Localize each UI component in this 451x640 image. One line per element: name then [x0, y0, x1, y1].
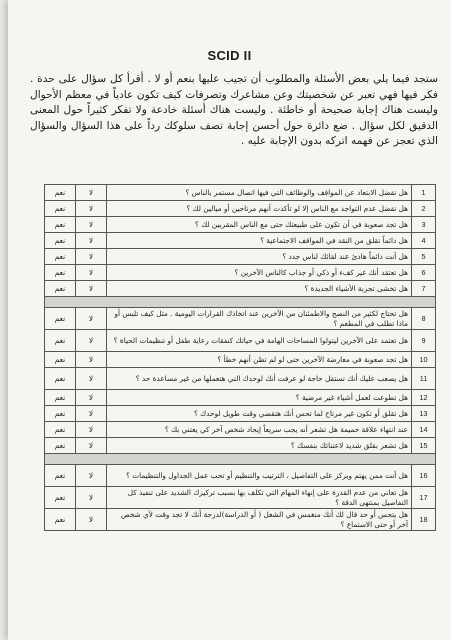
questions-table — [44, 184, 436, 531]
answer-no[interactable]: لا — [76, 265, 107, 281]
answer-yes[interactable]: نعم — [45, 406, 76, 422]
question-text: هل تعتمد على الآخرين ليتولوا المساحات الهامة في حياتك كنفقات رعاية طفل أو تنظيمات الحياة ؟ — [107, 330, 412, 352]
question-text: هل تعاني من عدم القدرة على إنهاء المهام التي تكلف بها بسبب تركيزك الشديد على تنفيذ كل التفاصيل بمنتهى الدقة ؟ — [107, 487, 412, 509]
separator-cell — [45, 297, 436, 308]
instructions-paragraph — [30, 72, 438, 150]
question-number: 11 — [412, 368, 436, 390]
question-text: هل تحتاج لكثير من النصح والاطمئنان من الآخرين عند اتخاذك القرارات اليومية . مثل كيف تلبس أو ماذا تطلب في المطعم ؟ — [107, 308, 412, 330]
question-row — [45, 422, 436, 438]
answer-yes[interactable]: نعم — [45, 465, 76, 487]
question-row — [45, 487, 436, 509]
question-number: 13 — [412, 406, 436, 422]
section-separator — [45, 454, 436, 465]
answer-yes[interactable]: نعم — [45, 330, 76, 352]
question-row — [45, 308, 436, 330]
question-row — [45, 233, 436, 249]
question-text: هل تطوعت لعمل أشياء غير مرضية ؟ — [107, 390, 412, 406]
answer-yes[interactable]: نعم — [45, 185, 76, 201]
answer-no[interactable]: لا — [76, 509, 107, 531]
answer-no[interactable]: لا — [76, 233, 107, 249]
question-number: 2 — [412, 201, 436, 217]
answer-no[interactable]: لا — [76, 201, 107, 217]
answer-no[interactable]: لا — [76, 406, 107, 422]
question-row — [45, 185, 436, 201]
answer-no[interactable]: لا — [76, 308, 107, 330]
question-text: عند انتهاء علاقة حميمة هل تشعر أنه يجب سريعاً إيجاد شخص آخر كي يعتني بك ؟ — [107, 422, 412, 438]
question-row — [45, 406, 436, 422]
question-text: هل تفضل الابتعاد عن المواقف والوظائف التي فيها اتصال مستمر بالناس ؟ — [107, 185, 412, 201]
answer-yes[interactable]: نعم — [45, 281, 76, 297]
question-text: هل تشعر بقلق شديد لاعتنائك بنفسك ؟ — [107, 438, 412, 454]
answer-no[interactable]: لا — [76, 330, 107, 352]
question-row — [45, 281, 436, 297]
question-row — [45, 368, 436, 390]
answer-no[interactable]: لا — [76, 249, 107, 265]
document-page — [8, 0, 451, 640]
question-row — [45, 465, 436, 487]
question-number: 10 — [412, 352, 436, 368]
question-number: 18 — [412, 509, 436, 531]
question-text: هل تجد صعوبة في معارضة الآخرين حتى لو لم تظن أنهم خطأ ؟ — [107, 352, 412, 368]
question-text: هل دائماً تقلق من النقد في المواقف الاجتماعية ؟ — [107, 233, 412, 249]
question-text: هل تفضل عدم التواجد مع الناس إلا لو تأكدت أنهم مرتاحين أو ميالين لك ؟ — [107, 201, 412, 217]
answer-no[interactable]: لا — [76, 487, 107, 509]
question-number: 4 — [412, 233, 436, 249]
answer-yes[interactable]: نعم — [45, 217, 76, 233]
question-row — [45, 509, 436, 531]
answer-yes[interactable]: نعم — [45, 368, 76, 390]
answer-yes[interactable]: نعم — [45, 390, 76, 406]
answer-yes[interactable]: نعم — [45, 308, 76, 330]
answer-no[interactable]: لا — [76, 217, 107, 233]
question-number: 7 — [412, 281, 436, 297]
document-title: SCID II — [207, 48, 252, 63]
question-number: 15 — [412, 438, 436, 454]
question-row — [45, 201, 436, 217]
question-row — [45, 265, 436, 281]
answer-yes[interactable]: نعم — [45, 352, 76, 368]
question-text: هل تخشى تجربة الأشياء الجديدة ؟ — [107, 281, 412, 297]
instructions-text: ستجد فيما يلي بعض الأسئلة والمطلوب أن تجيب عليها بنعم أو لا . أقرأ كل سؤال على حدة . فكر فيها فهي تعبر عن شخصيتك وعن مشاعرك وتصرفات كيف تكون عادياً في معظم الأحوال وليست هناك إجابة صحيحة أو خاطئة . وليست هناك أسئلة خادعة ولا تفكر كثيراً حول المعنى الدقيق لكل سؤال . ضع دائرة حول أحسن إجابة تصف سلوكك رداً على هذا السؤال والسؤال الذي تعجز عن فهمه اتركه بدون الإجابة عليه . — [30, 73, 438, 148]
section-separator — [45, 297, 436, 308]
question-number: 16 — [412, 465, 436, 487]
answer-no[interactable]: لا — [76, 281, 107, 297]
question-row — [45, 249, 436, 265]
question-number: 8 — [412, 308, 436, 330]
question-row — [45, 217, 436, 233]
answer-no[interactable]: لا — [76, 352, 107, 368]
question-row — [45, 438, 436, 454]
answer-no[interactable]: لا — [76, 465, 107, 487]
answer-no[interactable]: لا — [76, 185, 107, 201]
answer-no[interactable]: لا — [76, 368, 107, 390]
question-text: هل يصعب عليك أنك تستقل حاجة لو عرفت أنك لوحدك التي هتعملها من غير مساعدة حد ؟ — [107, 368, 412, 390]
answer-yes[interactable]: نعم — [45, 422, 76, 438]
question-number: 3 — [412, 217, 436, 233]
answer-yes[interactable]: نعم — [45, 509, 76, 531]
question-row — [45, 352, 436, 368]
question-text: هل أنت ممن يهتم ويركز على التفاصيل ، الترتيب والتنظيم أو تحب عمل الجداول والتنظيمات ؟ — [107, 465, 412, 487]
answer-no[interactable]: لا — [76, 438, 107, 454]
question-text: هل يتحس أو حد قال لك أنك منغمس في الشغل ( أو الدراسة)لدرجة أنك لا تجد وقت لأي شخص آخر أو حتى الاستماع ؟ — [107, 509, 412, 531]
question-text: هل تجد صعوبة في أن تكون على طبيعتك حتى مع الناس المقربين لك ؟ — [107, 217, 412, 233]
question-text: هل تقلق أو تكون غير مرتاح لما تحس أنك هتقضي وقت طويل لوحدك ؟ — [107, 406, 412, 422]
answer-yes[interactable]: نعم — [45, 438, 76, 454]
answer-yes[interactable]: نعم — [45, 233, 76, 249]
question-number: 1 — [412, 185, 436, 201]
answer-yes[interactable]: نعم — [45, 249, 76, 265]
answer-yes[interactable]: نعم — [45, 265, 76, 281]
answer-no[interactable]: لا — [76, 422, 107, 438]
question-number: 9 — [412, 330, 436, 352]
question-row — [45, 390, 436, 406]
answer-no[interactable]: لا — [76, 390, 107, 406]
question-number: 12 — [412, 390, 436, 406]
answer-yes[interactable]: نعم — [45, 201, 76, 217]
question-number: 17 — [412, 487, 436, 509]
question-text: هل أنت دائماً هادئ عند لقائك لناس جدد ؟ — [107, 249, 412, 265]
question-number: 5 — [412, 249, 436, 265]
question-row — [45, 330, 436, 352]
separator-cell — [45, 454, 436, 465]
answer-yes[interactable]: نعم — [45, 487, 76, 509]
question-number: 6 — [412, 265, 436, 281]
question-number: 14 — [412, 422, 436, 438]
question-text: هل تعتقد أنك غير كفء أو ذكي أو جذاب كالناس الآخرين ؟ — [107, 265, 412, 281]
